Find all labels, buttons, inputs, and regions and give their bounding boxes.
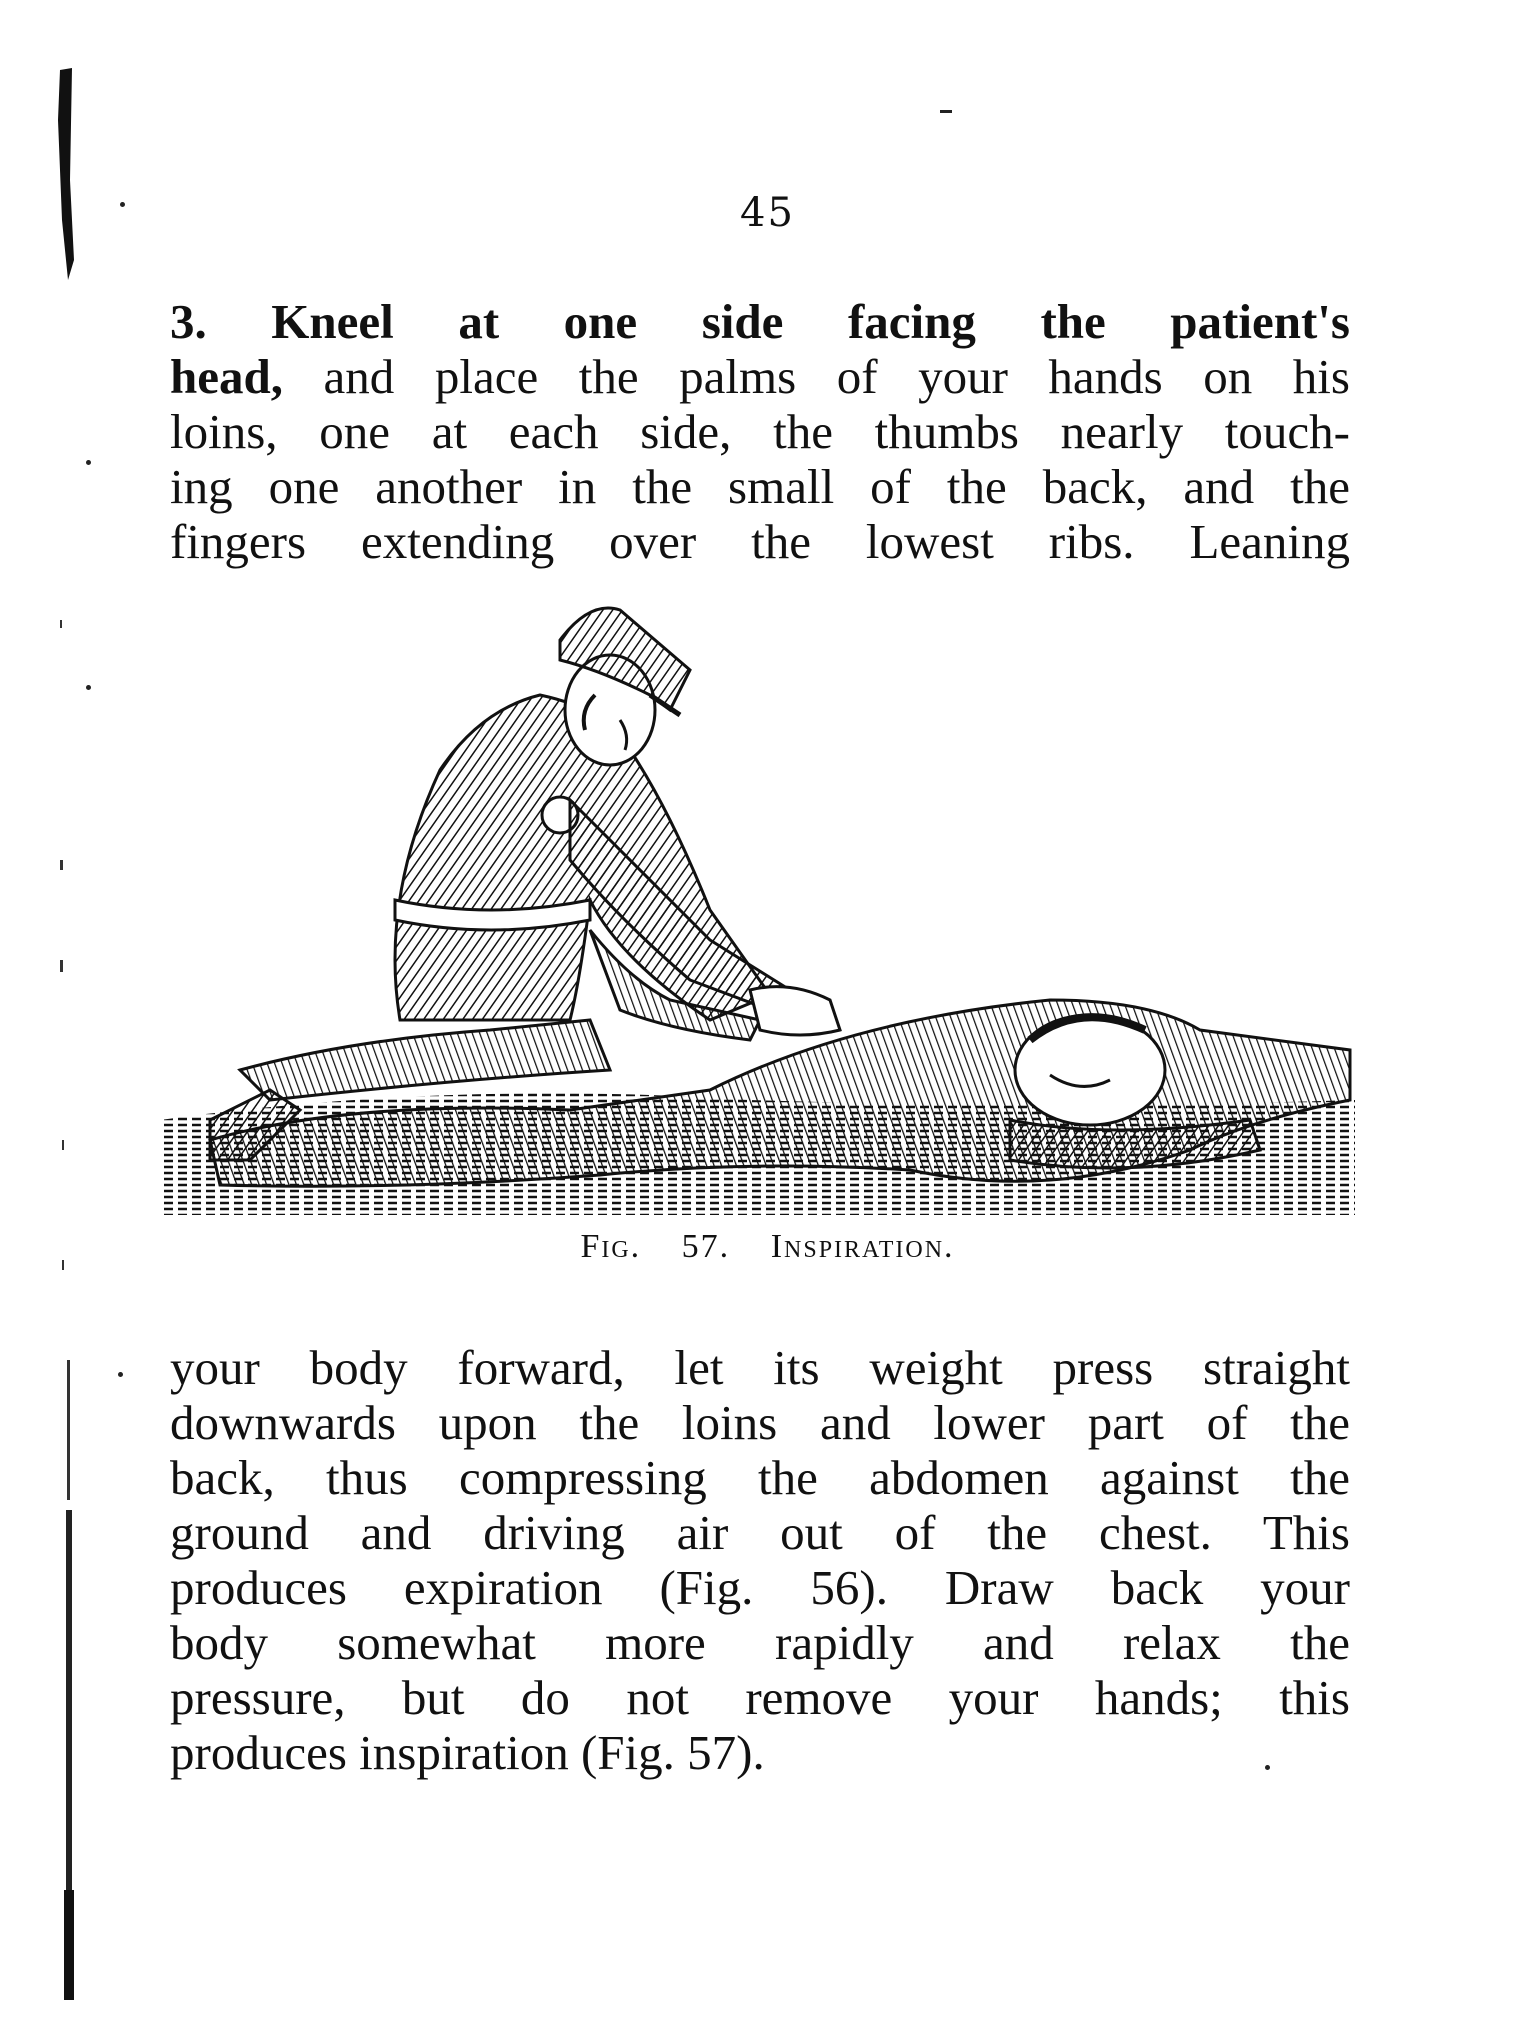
paragraph-line: ing one another in the small of the back, and the (170, 459, 1350, 514)
paragraph-line: produces expiration (Fig. 56). Draw back your (170, 1560, 1350, 1615)
paragraph-line (170, 294, 1350, 349)
paragraph-line: ground and driving air out of the chest. This (170, 1505, 1350, 1560)
figure-caption-title: Inspiration. (770, 1228, 955, 1265)
paragraph-line: fingers extending over the lowest ribs. Leaning (170, 514, 1350, 569)
scan-edge-artifact (40, 60, 100, 2010)
paragraph-line: pressure, but do not remove your hands; this (170, 1670, 1350, 1725)
stray-mark (86, 685, 91, 690)
paragraph-line: produces inspiration (Fig. 57). (170, 1725, 765, 1780)
paragraph-line: back, thus compressing the abdomen against the (170, 1450, 1350, 1505)
paragraph-line: your body forward, let its weight press straight (170, 1340, 1350, 1395)
bold-lead-text: 3. Kneel at one side facing the patient's (170, 294, 1350, 349)
paragraph-line: loins, one at each side, the thumbs nearly touch- (170, 404, 1350, 459)
paragraph-line-text: and place the palms of your hands on his (283, 349, 1350, 404)
paragraph-line: downwards upon the loins and lower part of the (170, 1395, 1350, 1450)
figure-caption (0, 1228, 1535, 1266)
stray-mark (940, 110, 952, 113)
stray-mark (118, 1372, 123, 1377)
page-number: 45 (740, 190, 795, 236)
bold-lead-text: head, (170, 349, 284, 404)
paragraph-bottom (170, 1340, 1350, 1780)
stray-mark (86, 460, 91, 465)
paragraph-top (170, 294, 1350, 569)
paragraph-line: body somewhat more rapidly and relax the (170, 1615, 1350, 1670)
figure-caption-number: Fig. 57. (580, 1228, 731, 1265)
paragraph-line (170, 349, 1350, 404)
figure-illustration-inspiration (150, 600, 1365, 1230)
